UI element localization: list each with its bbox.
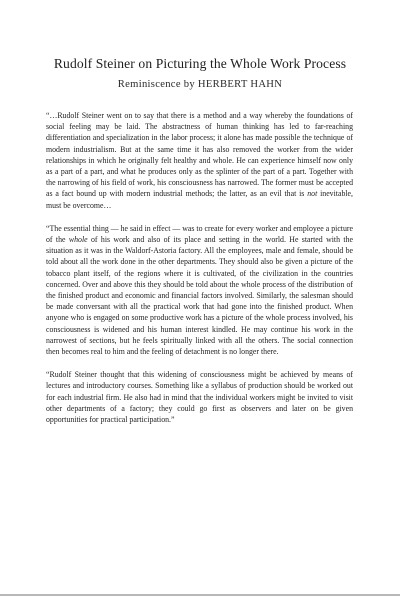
paragraph-2-text-b: of his work and also of its place and setting in the world. He started with the situation as it was in the Waldorf-Astoria factory. All the employees, male and female, should be told about all the work done in the other departments. They should also be given a picture of the tobacco plant itself, of the regions where it is cultivated, of the civilization in the countries concerned. Over and above this they should be told about the whole process of the distribution of the finished product and economic and financial factors involved. Similarly, the salesman should be made conversant with all the practical work that had gone into the finished product. When anyone who is engaged on some productive work has a picture of the whole process involved, his consciousness is widened and his human interest kindled. He may continue his work in the narrowest of sections, but he feels spiritually linked with all the others. The social connection then becomes real to him and the feeling of detachment is no longer there. bbox=[46, 235, 353, 357]
article-subtitle: Reminiscence by HERBERT HAHN bbox=[117, 79, 283, 90]
paragraph-1-text-a: “…Rudolf Steiner went on to say that there is a method and a way whereby the foundations of social feeling may be laid. The abstractness of human thinking has led to far-reaching differentiation and specialization in the labor process; it alone has made possible the technique of modern industrialism. But at the same time it has also removed the worker from the wider relationships in which he originally felt healthy and whole. He can experience himself now only as a part of a part, and what he produces only as the splinter of the part of a part. Together with the narrowing of his field of work, his consciousness has narrowed. The former must be accepted as a fact bound up with modern industrial methods; the latter, as an evil that is bbox=[46, 111, 353, 199]
paragraph-1-text-b: inevitable, must be overcome… bbox=[46, 189, 353, 210]
paragraph-3 bbox=[46, 369, 353, 425]
paragraph-3-text: “Rudolf Steiner thought that this widening of consciousness might be achieved by means of lectures and introductory courses. Something like a syllabus of production should be worked out for each industrial firm. He also had in mind that the individual workers might be invited to visit other departments of a factory; they could go first as observers and later on be given opportunities for practical participation.” bbox=[46, 370, 353, 425]
article-body bbox=[46, 110, 353, 437]
paragraph-2-emphasis: whole bbox=[68, 235, 88, 245]
paragraph-1-emphasis: not bbox=[307, 189, 318, 199]
bottom-divider bbox=[0, 594, 400, 596]
paragraph-2 bbox=[46, 223, 353, 357]
paragraph-1 bbox=[46, 110, 353, 211]
paragraph-2-text-a: “The essential thing — he said in effect — was to create for every worker and employee a picture of the bbox=[46, 223, 353, 245]
article-title: Rudolf Steiner on Picturing the Whole Work Process bbox=[53, 56, 347, 71]
